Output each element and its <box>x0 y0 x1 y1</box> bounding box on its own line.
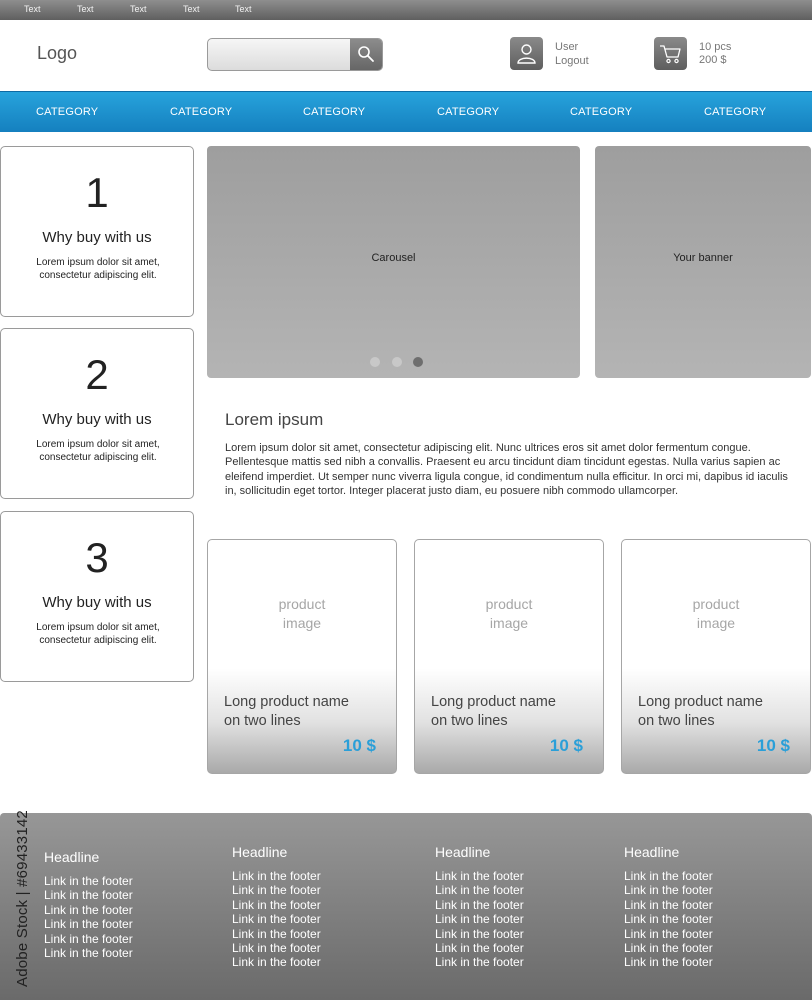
why-number: 2 <box>85 351 109 398</box>
top-link[interactable]: Text <box>130 4 147 14</box>
section-body: Lorem ipsum dolor sit amet, consectetur adipiscing elit. Nunc ultrices eros sit amet dolor fermentum congue. Pellentesque mattis sed nibh a convallis. Praesent eu arcu tincidunt diam tincidunt egestas. Nulla varius sapien ac eleifend imperdiet. Ut semper nunc viverra ligula congue, id condimentum nulla efficitur. In orci mi, dapibus id iaculis in, sollicitudin eget tortor. Integer placerat justo diam, eu posuere nibh commodo ullamcorper. <box>225 442 788 498</box>
carousel-label: Carousel <box>371 252 416 264</box>
product-image-label: image <box>282 615 322 631</box>
nav-category[interactable]: CATEGORY <box>303 106 366 118</box>
carousel-dot[interactable] <box>392 357 402 367</box>
user-icon <box>515 42 538 65</box>
product-card[interactable] <box>207 539 397 774</box>
product-image[interactable] <box>415 595 603 633</box>
footer-link[interactable]: Link in the footer <box>44 931 133 946</box>
product-image-label: product <box>692 596 740 612</box>
footer-link[interactable]: Link in the footer <box>624 883 713 898</box>
footer-link[interactable]: Link in the footer <box>435 926 524 941</box>
product-name[interactable] <box>638 693 803 730</box>
top-link[interactable]: Text <box>183 4 200 14</box>
footer-link[interactable]: Link in the footer <box>44 917 133 932</box>
product-image-label: image <box>696 615 736 631</box>
section-heading: Lorem ipsum <box>225 410 324 429</box>
why-card <box>0 146 194 317</box>
nav-category[interactable]: CATEGORY <box>170 106 233 118</box>
why-card <box>0 511 194 682</box>
footer-link[interactable]: Link in the footer <box>624 955 713 970</box>
footer-link[interactable]: Link in the footer <box>232 897 321 912</box>
footer-headline: Headline <box>44 849 100 865</box>
footer-link[interactable]: Link in the footer <box>232 955 321 970</box>
product-image[interactable] <box>208 595 396 633</box>
search-icon <box>357 45 375 63</box>
carousel-dot[interactable] <box>370 357 380 367</box>
footer-link[interactable]: Link in the footer <box>624 912 713 927</box>
why-title: Why buy with us <box>42 594 152 611</box>
carousel-dot-active[interactable] <box>413 357 423 367</box>
footer-link[interactable]: Link in the footer <box>44 902 133 917</box>
footer-link[interactable]: Link in the footer <box>624 897 713 912</box>
product-name-line: Long product name <box>431 694 556 710</box>
product-price: 10 $ <box>756 736 790 755</box>
product-card[interactable] <box>621 539 811 774</box>
footer-link[interactable]: Link in the footer <box>435 955 524 970</box>
product-image[interactable] <box>622 595 810 633</box>
stock-id-text: Adobe Stock | #69433142 <box>14 810 31 987</box>
footer-headline: Headline <box>624 844 680 860</box>
cart-icon <box>659 42 682 65</box>
stock-id-watermark <box>14 775 34 987</box>
product-name-line: on two lines <box>224 712 301 729</box>
why-card <box>0 328 194 499</box>
footer-link[interactable]: Link in the footer <box>232 869 321 883</box>
product-name[interactable] <box>431 693 596 730</box>
footer-headline: Headline <box>232 844 288 860</box>
search-box <box>207 38 383 71</box>
top-bar <box>0 0 812 20</box>
product-image-label: product <box>278 596 326 612</box>
nav-category[interactable]: CATEGORY <box>704 106 767 118</box>
logo[interactable]: Logo <box>37 43 78 63</box>
carousel[interactable] <box>207 146 580 378</box>
product-name-line: Long product name <box>224 694 349 710</box>
search-button[interactable] <box>350 39 382 70</box>
product-name-line: Long product name <box>638 694 763 710</box>
footer-link[interactable]: Link in the footer <box>232 883 321 898</box>
cart-total: 200 $ <box>699 54 727 66</box>
footer-link[interactable]: Link in the footer <box>44 888 133 903</box>
why-text: Lorem ipsum dolor sit amet, consectetur adipiscing elit. <box>36 257 160 281</box>
nav-category[interactable]: CATEGORY <box>570 106 633 118</box>
footer-column <box>44 849 133 960</box>
product-price: 10 $ <box>549 736 583 755</box>
footer-link[interactable]: Link in the footer <box>435 897 524 912</box>
footer-link[interactable]: Link in the footer <box>232 912 321 927</box>
why-title: Why buy with us <box>42 229 152 246</box>
logout-link[interactable]: Logout <box>555 55 589 67</box>
search-input[interactable] <box>208 39 351 70</box>
footer-column <box>435 844 524 970</box>
banner-label: Your banner <box>673 252 733 264</box>
footer-column <box>232 844 321 970</box>
footer-link[interactable]: Link in the footer <box>435 883 524 898</box>
top-link[interactable]: Text <box>77 4 94 14</box>
cart-button[interactable] <box>654 37 687 70</box>
product-name[interactable] <box>224 693 389 730</box>
footer-link[interactable]: Link in the footer <box>624 941 713 956</box>
nav-category[interactable]: CATEGORY <box>437 106 500 118</box>
footer <box>0 813 812 1000</box>
product-image-label: image <box>489 615 529 631</box>
footer-link[interactable]: Link in the footer <box>624 926 713 941</box>
footer-link[interactable]: Link in the footer <box>435 869 524 883</box>
user-button[interactable] <box>510 37 543 70</box>
why-text: Lorem ipsum dolor sit amet, consectetur adipiscing elit. <box>36 439 160 463</box>
why-number: 3 <box>85 534 109 581</box>
product-image-label: product <box>485 596 533 612</box>
cart-count: 10 pcs <box>699 41 732 53</box>
footer-column <box>624 844 713 970</box>
why-number: 1 <box>85 169 109 216</box>
footer-link[interactable]: Link in the footer <box>44 874 133 888</box>
footer-link[interactable]: Link in the footer <box>232 941 321 956</box>
top-link[interactable]: Text <box>235 4 252 14</box>
product-price: 10 $ <box>342 736 376 755</box>
footer-link[interactable]: Link in the footer <box>44 946 133 961</box>
why-text: Lorem ipsum dolor sit amet, consectetur adipiscing elit. <box>36 622 160 646</box>
footer-link[interactable]: Link in the footer <box>624 869 713 883</box>
user-label[interactable]: User <box>555 41 579 53</box>
footer-link[interactable]: Link in the footer <box>435 941 524 956</box>
product-name-line: on two lines <box>431 712 508 729</box>
category-nav <box>0 91 812 132</box>
nav-category[interactable]: CATEGORY <box>36 106 99 118</box>
banner[interactable] <box>595 146 811 378</box>
product-name-line: on two lines <box>638 712 715 729</box>
footer-headline: Headline <box>435 844 491 860</box>
footer-link[interactable]: Link in the footer <box>232 926 321 941</box>
product-card[interactable] <box>414 539 604 774</box>
footer-link[interactable]: Link in the footer <box>435 912 524 927</box>
why-title: Why buy with us <box>42 411 152 428</box>
top-link[interactable]: Text <box>24 4 41 14</box>
